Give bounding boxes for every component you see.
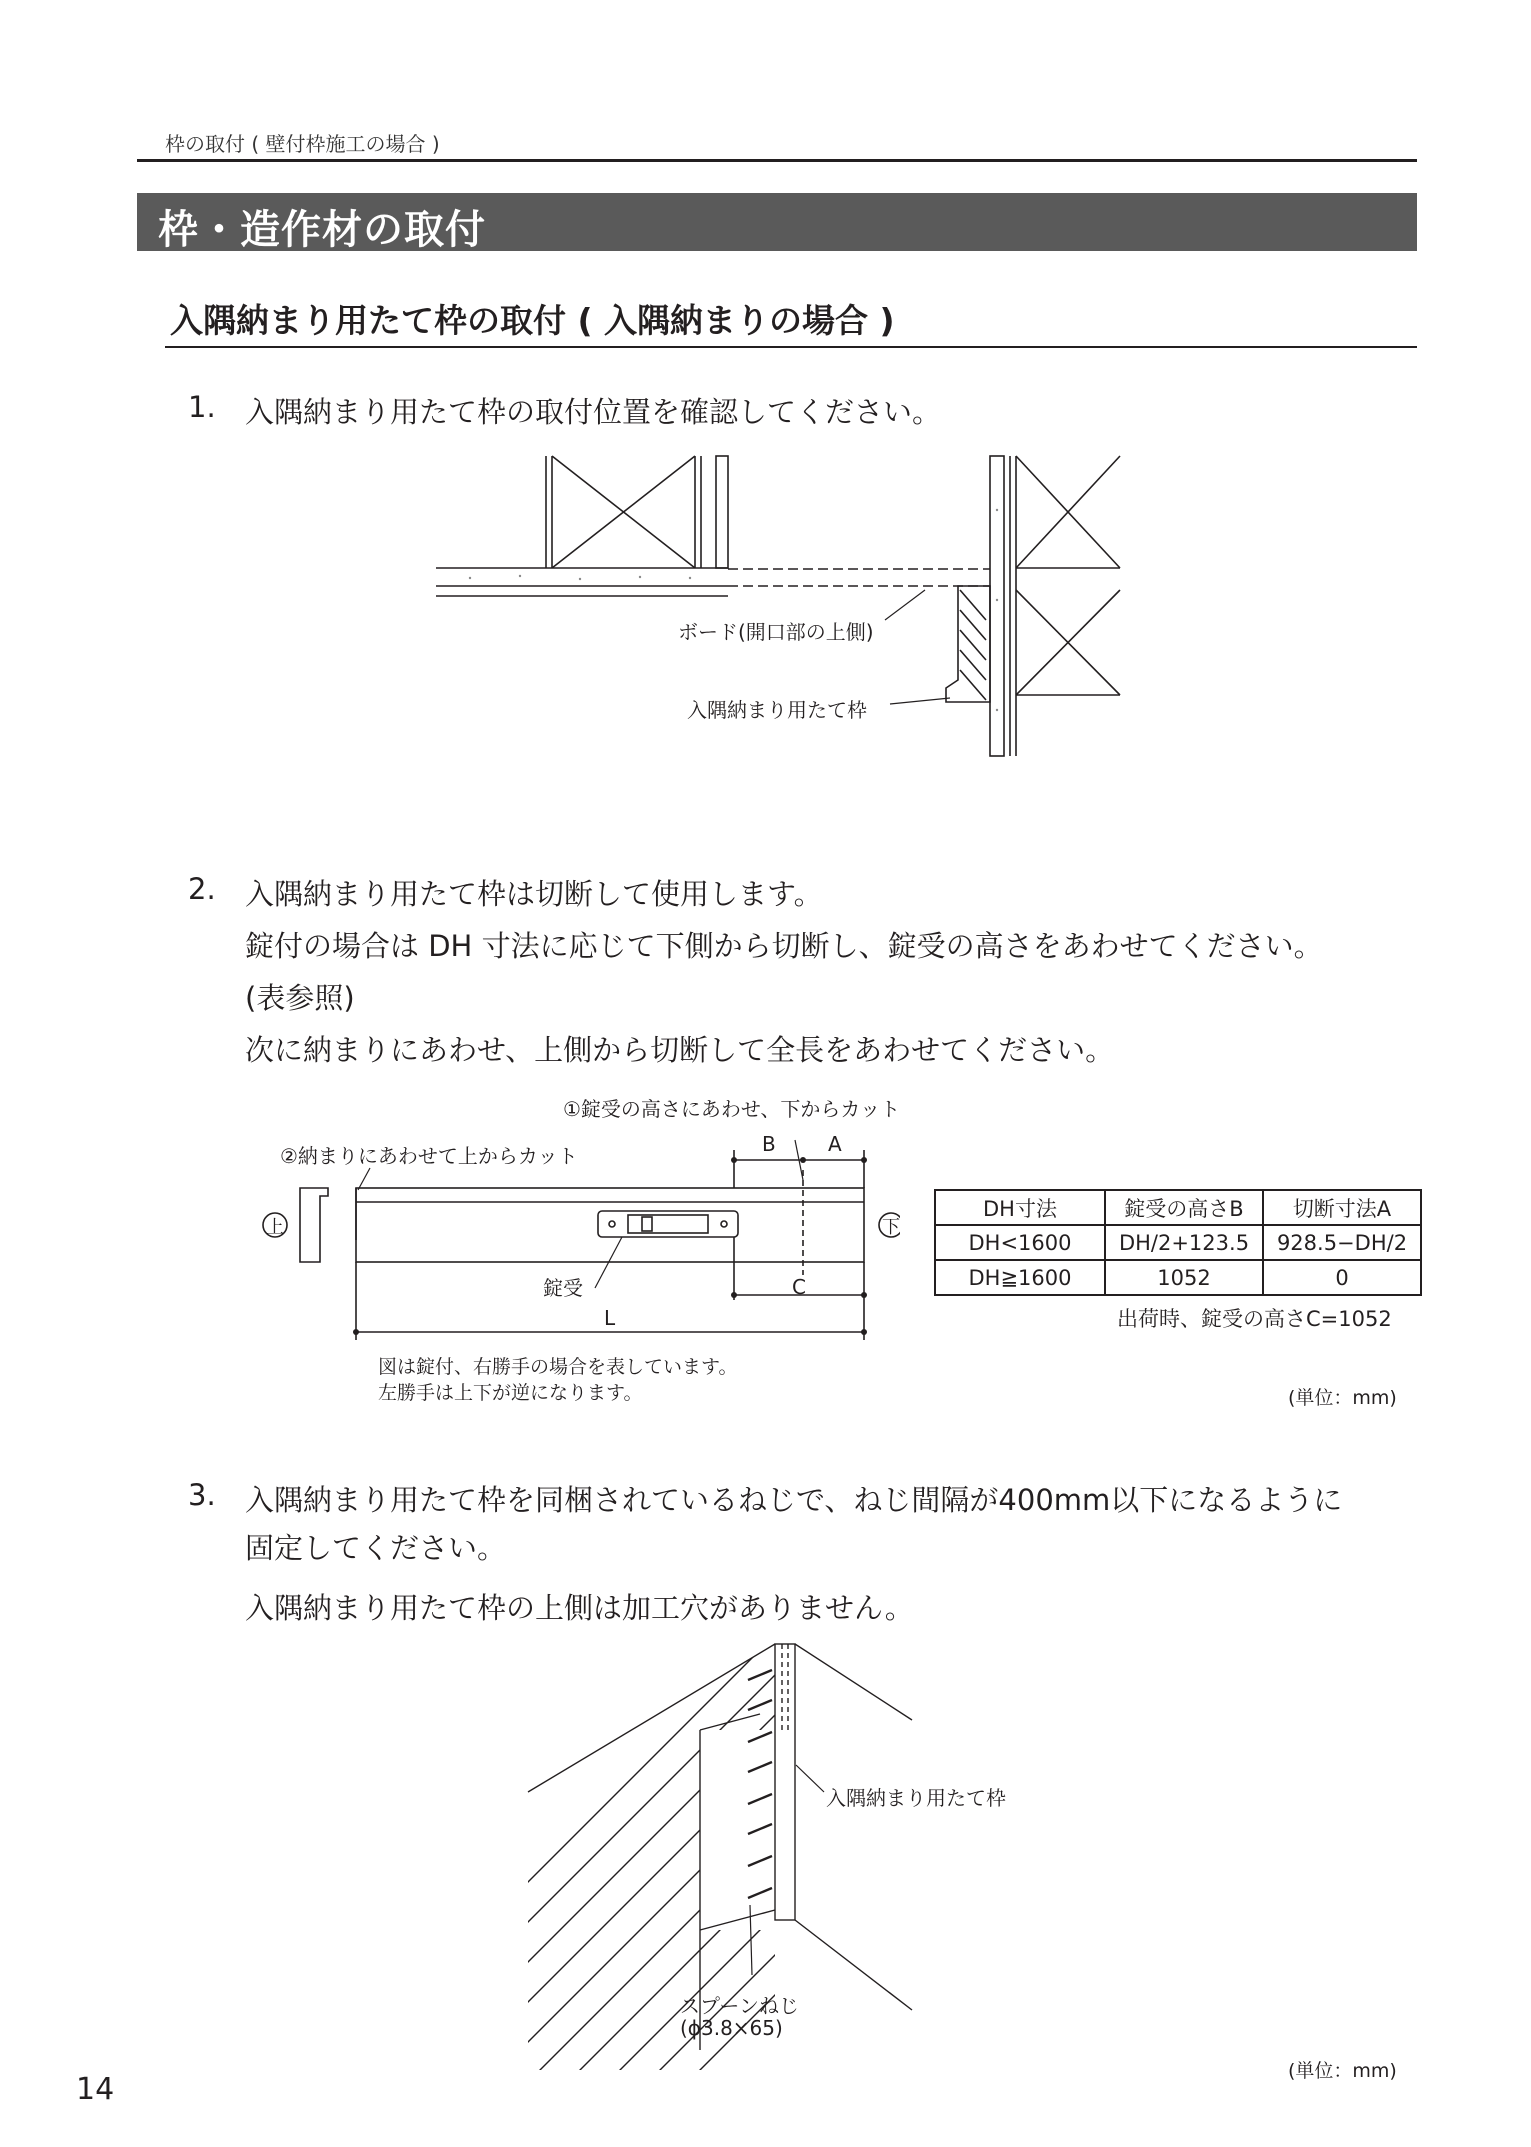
table-row: [935, 1225, 1421, 1260]
fig3-wall-edge: [795, 1644, 912, 1720]
fig3-vertical-frame: [775, 1644, 795, 1920]
step-2-line-1: 入隅納まり用たて枠は切断して使用します。: [245, 877, 823, 911]
fig2-dim-dot: [731, 1292, 737, 1298]
table-cell: DH<1600: [935, 1225, 1105, 1260]
fig1-board-dot: [689, 577, 691, 579]
table-cell: 1052: [1105, 1260, 1263, 1295]
fig1-leader-board: [885, 590, 925, 620]
section-title: 枠・造作材の取付: [158, 207, 486, 253]
table-note: 出荷時、錠受の高さC=1052: [1117, 1307, 1392, 1331]
fig2-dim-dot: [731, 1157, 737, 1163]
step-1-line-1: 入隅納まり用たて枠の取付位置を確認してください。: [245, 395, 942, 429]
fig2-label-strike: 錠受: [543, 1276, 583, 1300]
fig3-wall-edge: [795, 1920, 912, 2010]
fig1-board-dot: [996, 709, 998, 711]
table-header-cell: DH寸法: [935, 1190, 1105, 1225]
fig2-leader-top: [358, 1168, 370, 1190]
step-3-number: 3.: [188, 1478, 216, 1512]
fig2-label-cut-top: ②納まりにあわせて上からカット: [280, 1144, 578, 1168]
fig2-dim-dot: [861, 1157, 867, 1163]
step-2-line-3: (表参照): [245, 981, 355, 1015]
fig3-screw: [748, 1670, 772, 1680]
fig2-dim-dot: [861, 1292, 867, 1298]
fig3-leader-frame: [796, 1765, 824, 1792]
header-rule: [137, 159, 1417, 162]
table-header-row: [935, 1190, 1421, 1225]
table-cell: 0: [1263, 1260, 1421, 1295]
fig1-board-dot: [639, 576, 641, 578]
fig1-left-board: [716, 456, 728, 568]
fig2-dim-dot: [800, 1157, 806, 1163]
fig2-label-c: C: [792, 1275, 806, 1299]
fig3-unit: (単位：mm): [1288, 2060, 1397, 2082]
table-row: [935, 1260, 1421, 1295]
step-3-line-2: 固定してください。: [245, 1531, 507, 1565]
fig1-board-dot: [519, 575, 521, 577]
fig3-opening-edge: [700, 1714, 760, 1730]
fig3-label-screw: スプーンねじ: [680, 1994, 799, 2018]
fig2-dim-dot: [861, 1329, 867, 1335]
fig2-label-l: L: [604, 1306, 616, 1330]
table-header-cell: 錠受の高さB: [1105, 1190, 1263, 1225]
table-cell: 928.5−DH/2: [1263, 1225, 1421, 1260]
step-2-line-2: 錠付の場合は DH 寸法に応じて下側から切断し、錠受の高さをあわせてください。: [245, 929, 1323, 963]
fig1-board-dot: [996, 599, 998, 601]
table-header-cell: 切断寸法A: [1263, 1190, 1421, 1225]
page-number: 14: [76, 2072, 115, 2107]
step-3-line-1: 入隅納まり用たて枠を同梱されているねじで、ねじ間隔が400mm以下になるように: [245, 1483, 1343, 1517]
step-1-number: 1.: [188, 390, 216, 424]
fig2-dim-dot: [353, 1329, 359, 1335]
fig1-board-dot: [469, 577, 471, 579]
fig1-leader-frame: [890, 698, 950, 704]
fig1-label-frame: 入隅納まり用たて枠: [687, 698, 867, 722]
fig3-screw: [748, 1700, 772, 1710]
fig2-strike-slot: [642, 1217, 652, 1231]
fig2-strike-screw: [721, 1221, 727, 1227]
fig2-note-line-2: 左勝手は上下が逆になります。: [378, 1382, 643, 1404]
fig2-label-up: 上: [266, 1217, 284, 1238]
step-3-line-3: 入隅納まり用たて枠の上側は加工穴がありません。: [245, 1591, 914, 1625]
fig3-label-screw-size: (ϕ3.8×65): [680, 2016, 783, 2040]
fig2-strike-screw: [609, 1221, 615, 1227]
fig2-label-a: A: [828, 1132, 842, 1156]
fig2-note-line-1: 図は錠付、右勝手の場合を表しています。: [378, 1356, 738, 1378]
step-2-line-4: 次に納まりにあわせ、上側から切断して全長をあわせてください。: [245, 1033, 1115, 1067]
fig1-frame-profile: [946, 586, 990, 702]
figure-1-plan: [430, 450, 1130, 780]
fig3-label-frame: 入隅納まり用たて枠: [826, 1786, 1006, 1810]
table-cell: DH≧1600: [935, 1260, 1105, 1295]
fig2-label-b: B: [762, 1132, 776, 1156]
subsection-rule: [165, 346, 1417, 348]
fig2-unit: (単位：mm): [1288, 1387, 1397, 1409]
step-2-number: 2.: [188, 872, 216, 906]
fig2-label-down: 下: [882, 1217, 900, 1238]
table-cell: DH/2+123.5: [1105, 1225, 1263, 1260]
fig2-end-profile: [300, 1188, 328, 1262]
fig3-opening-fill: [700, 1730, 775, 1930]
fig2-strike-box: [628, 1215, 708, 1233]
fig2-label-cut-bottom: ①錠受の高さにあわせ、下からカット: [563, 1097, 901, 1121]
subsection-title: 入隅納まり用たて枠の取付 ( 入隅納まりの場合 ): [170, 301, 895, 340]
breadcrumb: 枠の取付 ( 壁付枠施工の場合 ): [165, 132, 440, 156]
dh-table: [934, 1189, 1422, 1296]
fig1-label-board: ボード(開口部の上側): [678, 620, 874, 644]
fig1-board-dot: [579, 578, 581, 580]
fig1-board-dot: [996, 509, 998, 511]
